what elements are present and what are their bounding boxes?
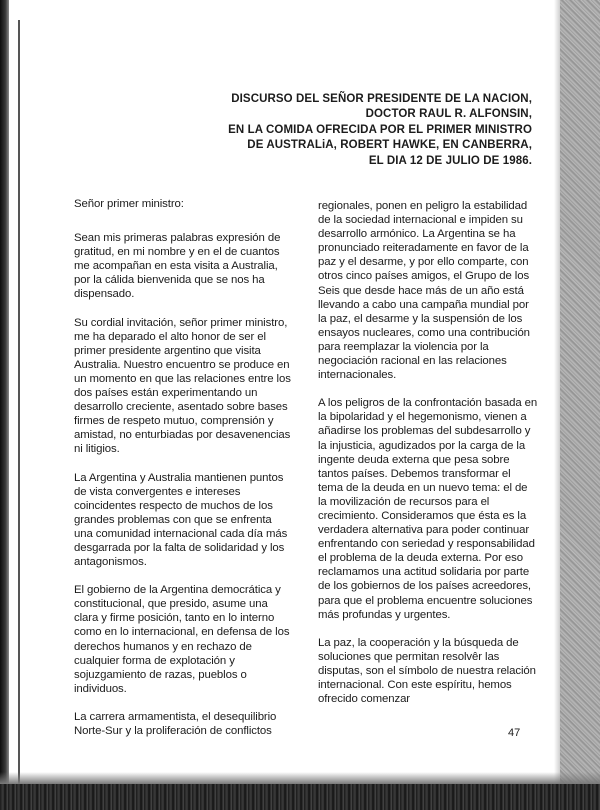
scan-edge-left: [0, 0, 9, 810]
title-line: EN LA COMIDA OFRECIDA POR EL PRIMER MINISTRO: [228, 123, 532, 136]
paragraph: La paz, la cooperación y la búsqueda de soluciones que permitan resolvêr las disputas, son el símbolo de nuestra relación internacional. Con este espíritu, hemos ofrecido comenzar: [318, 636, 536, 706]
title-line: EL DIA 12 DE JULIO DE 1986.: [368, 154, 532, 167]
paragraph: La carrera armamentista, el desequilibrio Norte-Sur y la proliferación de conflictos: [74, 710, 277, 737]
paragraph: El gobierno de la Argentina democrática y constitucional, que presido, asume una clara y firme posición, tanto en lo interno como en lo internacional, en defensa de los derechos humanos y en rechazo de cualquier forma de explotación y sojuzgamiento de razas, pueblos o individuos.: [74, 584, 290, 695]
title-line: DOCTOR RAUL R. ALFONSIN,: [365, 108, 532, 121]
page-number: 47: [508, 727, 521, 739]
salutation: Señor primer ministro:: [74, 198, 184, 210]
binding-line: [18, 20, 20, 790]
right-column: [318, 199, 538, 720]
left-column: [74, 197, 292, 752]
scan-edge-bottom: [0, 784, 600, 810]
paragraph: A los peligros de la confrontación basada en la bipolaridad y el hegemonismo, vienen a añadirse los problemas del subdesarrollo y la injusticia, agudizados por la carga de la ingente deuda externa que pesa sobre tantos países. Debemos transformar el tema de la deuda en un nuevo tema: el de la movilización de recursos para el crecimiento. Consideramos que ésta es la verdadera alternativa para poder continuar enfrentando con seriedad y responsabilidad el problema de la deuda externa. Por eso reclamamos una actitud solidaria por parte de los gobiernos de los países acreedores, para que el problema encuentre soluciones más profundas y urgentes.: [318, 397, 538, 621]
scan-edge-bottom-fade: [0, 772, 600, 784]
scan-edge-right: [560, 0, 600, 810]
title-line: DISCURSO DEL SEÑOR PRESIDENTE DE LA NACION,: [231, 93, 532, 105]
title-line: DE AUSTRALiA, ROBERT HAWKE, EN CANBERRA,: [247, 139, 532, 152]
paragraph: Sean mis primeras palabras expresión de gratitud, en mi nombre y en el de cuantos me acompañan en esta visita a Australia, por la cálida bienvenida que se nos ha dispensado.: [74, 232, 281, 301]
document-title: [172, 92, 532, 169]
paragraph: La Argentina y Australia mantienen puntos de vista convergentes e intereses coincidentes respecto de muchos de los grandes problemas con que se enfrenta una comunidad internacional cada día más desgarrada por la falta de solidaridad y los antagonismos.: [74, 471, 288, 569]
paragraph: regionales, ponen en peligro la estabilidad de la sociedad internacional e impiden su desarrollo armónico. La Argentina se ha pronunciado reiteradamente en favor de la paz y el desarme, y por ello comparte, con otros cinco países amigos, el Grupo de los Seis que desde hace más de un año está llevando a cabo una campaña mundial por la paz, el desarme y la suspensión de los ensayos nucleares, como una contribución para reemplazar la violencia por la negociación racional en las relaciones internacionales.: [318, 200, 530, 382]
paragraph: Su cordial invitación, señor primer ministro, me ha deparado el alto honor de ser el primer presidente argentino que visita Australia. Nuestro encuentro se produce en un momento en que las relaciones entre los dos países están experimentando un desarrollo creciente, asentado sobre bases firmes de respeto mutuo, comprensión y amistad, no enturbiadas por desavenencias ni litigios.: [74, 316, 291, 456]
